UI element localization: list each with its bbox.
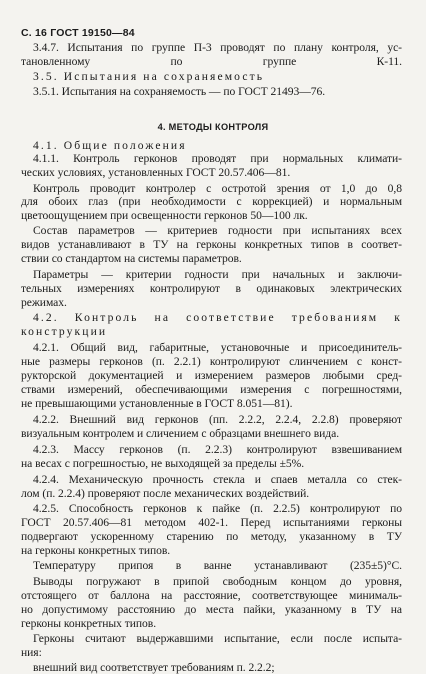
- text-line: внешний вид соответствует требованиям п. 2.2.2;: [33, 661, 275, 674]
- text-line: тановленному по группе К-11.: [21, 55, 402, 68]
- text-line: ГОСТ 20.57.406—81 методом 402-1. Перед испытаниями герконы: [21, 516, 402, 529]
- text-line: для обоих глаз (при необходимости с коррекцией) и нормальным: [21, 195, 402, 208]
- text-line: 4.2.2. Внешний вид герконов (пп. 2.2.2, 2.2.4, 2.2.8) проверяют: [33, 413, 402, 426]
- text-line: не превышающими установленные в ГОСТ 8.051—81).: [21, 397, 293, 410]
- text-line: Температуру припоя в ванне устанавливают (235±5)°С.: [33, 559, 402, 572]
- text-line: 4.2.4. Механическую прочность стекла и спаев металла со стек-: [33, 473, 402, 486]
- text-line: герконы конкретных типов.: [21, 617, 157, 630]
- text-line: рукторской документацией и измерением размеров любыми сред-: [21, 369, 402, 382]
- text-line: тельных измерениях контролируют в одинаковых электрических: [21, 282, 402, 295]
- text-line: подвергают ускоренному старению по методу, указанному в ТУ: [21, 530, 402, 543]
- text-line: 4.2.1. Общий вид, габаритные, установочные и присоединитель-: [33, 341, 402, 354]
- section-title: 4. МЕТОДЫ КОНТРОЛЯ: [157, 122, 269, 132]
- text-line: 4.1.1. Контроль герконов проводят при нормальных климати-: [33, 152, 402, 165]
- text-line: 4.2.3. Массу герконов (п. 2.2.3) контролируют взвешиванием: [33, 443, 402, 456]
- text-line: Параметры — критерии годности при начальных и заключи-: [33, 268, 402, 281]
- text-line: лом (п. 2.2.4) проверяют после механических воздействий.: [21, 487, 310, 500]
- text-line: 3.4.7. Испытания по группе П-3 проводят по плану контроля, ус-: [33, 41, 402, 54]
- text-line: 3.5. Испытания на сохраняемость: [33, 70, 265, 83]
- text-line: ствами измерений, обеспечивающими измерения с погрешностями,: [21, 383, 402, 396]
- text-line: на герконы конкретных типов.: [21, 544, 171, 557]
- text-line: 4.1. Общие положения: [33, 139, 187, 152]
- text-line: Контроль проводит контролер с остротой зрения от 1,0 до 0,8: [33, 182, 402, 195]
- text-line: отстоящего от баллона на расстояние, соответствующее минималь-: [21, 589, 402, 602]
- page-header: С. 16 ГОСТ 19150—84: [21, 27, 135, 39]
- text-line: режимах.: [21, 296, 67, 309]
- text-line: ния:: [21, 646, 42, 659]
- text-line: конструкции: [21, 325, 108, 338]
- text-line: ческих условиях, установленных ГОСТ 20.57.406—81.: [21, 166, 291, 179]
- text-line: на весах с погрешностью, не выходящей за пределы ±5%.: [21, 457, 305, 470]
- text-line: визуальным контролем и сличением с образцами внешнего вида.: [21, 427, 340, 440]
- text-line: видов устанавливают в ТУ на герконы конкретных типов в соответ-: [21, 238, 402, 251]
- text-line: ные размеры герконов (п. 2.2.1) контролируют слинчением с конст-: [21, 355, 402, 368]
- text-line: цветоощущением при освещенности герконов 50—100 лк.: [21, 209, 308, 222]
- text-line: Состав параметров — критериев годности при испытаниях всех: [33, 224, 402, 237]
- text-line: Герконы считают выдержавшими испытание, если после испыта-: [33, 632, 402, 645]
- text-line: ствии со стандартом на системы параметров.: [21, 252, 242, 265]
- text-line: 3.5.1. Испытания на сохраняемость — по ГОСТ 21493—76.: [33, 85, 326, 98]
- text-line: но допустимому расстоянию до места пайки, указанному в ТУ на: [21, 603, 402, 616]
- text-line: Выводы погружают в припой свободным концом до уровня,: [33, 575, 402, 588]
- text-line: 4.2.5. Способность герконов к пайке (п. 2.2.5) контролируют по: [33, 502, 402, 515]
- text-line: 4.2. Контроль на соответствие требованиям к: [33, 311, 402, 324]
